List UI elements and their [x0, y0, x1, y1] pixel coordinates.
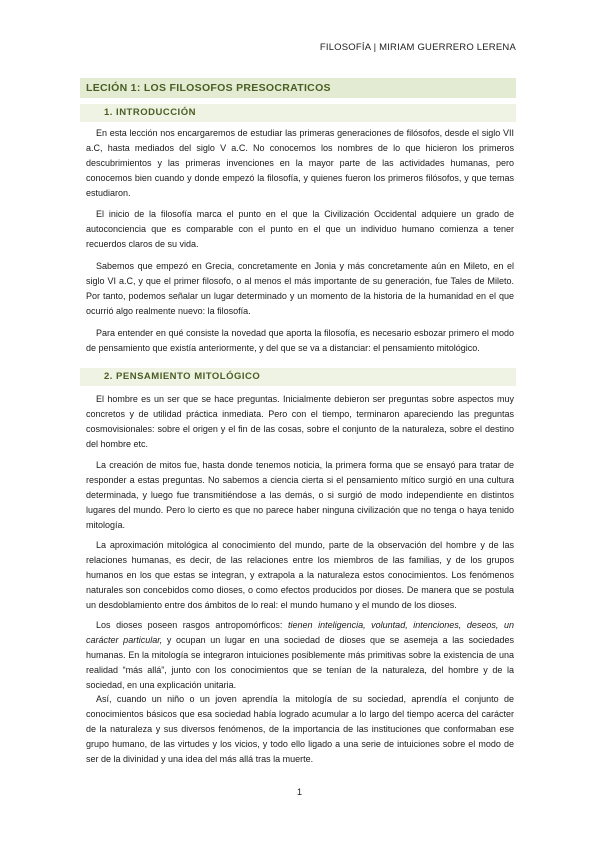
paragraph: La aproximación mitológica al conocimiento del mundo, parte de la observación del hombre y de las relaciones humanas, es decir, de las relaciones entre los miembros de las familias, y de los grupos humanos en los que estas se integran, y extrapola a la naturaleza estos conocimientos. Los fenómenos naturales son concebidos como dioses, o como efectos producidos por dioses. De manera que se postula un desdoblamiento entre dos ámbitos de lo real: el mundo humano y el mundo de los dioses.	[86, 540, 514, 610]
paragraph: El hombre es un ser que se hace preguntas. Inicialmente debieron ser preguntas sobre aspectos muy concretos y de utilidad práctica inmediata. Pero con el tiempo, terminaron apareciendo las preguntas cosmovisionales: sobre el origen y el fin de las cosas, sobre el conjunto de la naturaleza, sobre el destino del hombre etc.	[86, 394, 514, 449]
section-heading-bar	[80, 368, 516, 386]
lesson-title: LECIÓN 1: LOS FILOSOFOS PRESOCRATICOS	[86, 82, 331, 94]
paragraph: Así, cuando un niño o un joven aprendía la mitología de su sociedad, aprendía el conjunto de conocimientos básicos que esa sociedad había logrado acumular a lo largo del tiempo acerca del carácter de la naturaleza y sus diversos fenómenos, de la importancia de las instituciones que conformaban ese grupo humano, de las virtudes y los vicios, y todo ello ligado a una serie de intuiciones sobre el modo de ser de la divinidad y una idea del más allá tras la muerte.	[86, 694, 514, 764]
page-header: FILOSOFÍA | MIRIAM GUERRERO LERENA	[319, 42, 516, 53]
paragraph-dioses	[86, 618, 514, 693]
paragraph-text: y ocupan un lugar en una sociedad de dioses que se asemeja a las sociedades humanas. En la mitología se integraron intuiciones posiblemente más primitivas sobre la existencia de una realidad “más allá”, junto con los conocimientos que se tenían de la naturaleza, del hombre y de la sociedad, en una explicación unitaria.	[86, 635, 514, 690]
lesson-title-bar	[80, 78, 516, 98]
paragraph: Para entender en qué consiste la novedad que aporta la filosofía, es necesario esbozar primero el modo de pensamiento que existía anteriormente, y del que se va a distanciar: el pensamiento mitológico.	[86, 328, 514, 353]
section-heading-introduccion: 1. INTRODUCCIÓN	[104, 107, 196, 118]
section-heading-bar	[80, 104, 516, 122]
paragraph: El inicio de la filosofía marca el punto en el que la Civilización Occidental adquiere un grado de autoconciencia que es comparable con el punto en el que un individuo humano comienza a tener recuerdos claros de su vida.	[86, 209, 514, 249]
paragraph: Sabemos que empezó en Grecia, concretamente en Jonia y más concretamente aún en Mileto, en el siglo VI a.C, y que el primer filosofo, o al menos el más importante de su generación, fue Tales de Mileto. Por tanto, podemos señalar un lugar determinado y un momento de la historia de la humanidad en el que ocurrió algo realmente nuevo: la filosofía.	[86, 261, 514, 316]
paragraph-text: Los dioses poseen rasgos antropomórficos:	[96, 620, 288, 630]
paragraph: En esta lección nos encargaremos de estudiar las primeras generaciones de filósofos, desde el siglo VII a.C, hasta mediados del siglo V a.C. No conocemos los nombres de lo que hicieron los primeros descubrimientos y las primeras invenciones en la mayor parte de las actividades humanas, pero conocemos bien cuando y donde empezó la filosofía, y quienes fueron los primeros filósofos, y que temas estudiaron.	[86, 128, 514, 198]
paragraph: La creación de mitos fue, hasta donde tenemos noticia, la primera forma que se ensayó para tratar de responder a estas preguntas. No sabemos a ciencia cierta si el pensamiento mítico surgió en una cultura determinada, y luego fue transmitiéndose a las demás, o si surgió de modo independiente en distintos lugares del mundo. Pero lo cierto es que no parece haber ninguna civilización que no tenga o haya tenido mitología.	[86, 460, 514, 530]
paragraph-italic-text: tienen inteligencia, voluntad, intenciones, deseos, un carácter particular,	[86, 620, 514, 645]
page-number: 1	[296, 787, 302, 797]
section-heading-pensamiento-mitologico: 2. PENSAMIENTO MITOLÓGICO	[104, 371, 261, 382]
